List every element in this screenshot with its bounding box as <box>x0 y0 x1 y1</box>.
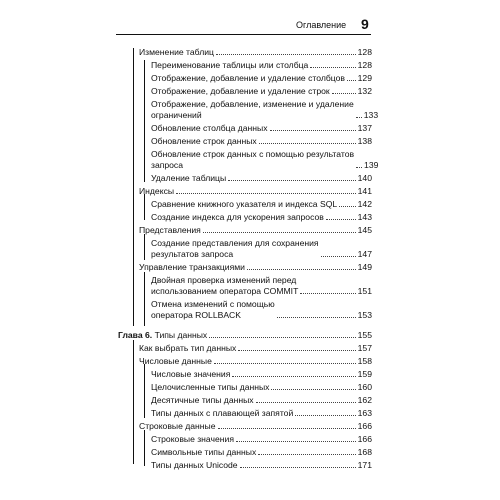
entry-title-line2: запроса <box>151 160 184 170</box>
entry-title: Числовые данные <box>139 356 212 366</box>
entry-page: 147 <box>357 249 372 259</box>
leader-dots <box>256 402 356 403</box>
entry-page: 163 <box>357 408 372 418</box>
entry-title: Отображение, добавление и удаление строк <box>151 86 330 96</box>
level2-guide-e <box>144 364 145 418</box>
entry-page: 166 <box>357 434 372 444</box>
entry-title: Строковые значения <box>151 434 234 444</box>
entry-title: Обновление столбца данных <box>151 123 268 133</box>
toc-entry[interactable] <box>139 421 372 432</box>
toc-entry[interactable] <box>151 212 372 223</box>
entry-title: Управление транзакциями <box>139 262 245 272</box>
header-title: Оглавление <box>296 20 347 30</box>
entry-title-line1: Двойная проверка изменений перед <box>151 275 297 285</box>
entry-title: Символьные типы данных <box>151 447 257 457</box>
entry-title: Типы данных Unicode <box>151 460 238 470</box>
entry-page: 160 <box>357 382 372 392</box>
leader-dots <box>326 219 356 220</box>
leader-dots <box>209 337 355 338</box>
entry-title-line2: использованием оператора COMMIT <box>151 286 299 296</box>
toc-entry[interactable] <box>139 47 372 58</box>
leader-dots <box>356 117 362 118</box>
toc-entry[interactable] <box>151 149 379 171</box>
leader-dots <box>259 143 356 144</box>
entry-page: 142 <box>357 199 372 209</box>
entry-page: 151 <box>357 286 372 296</box>
entry-title-line1: Отображение, добавление, изменение и удаление <box>151 99 354 109</box>
entry-title: Десятичные типы данных <box>151 395 254 405</box>
leader-dots <box>240 467 356 468</box>
leader-dots <box>228 180 355 181</box>
leader-dots <box>232 376 355 377</box>
entry-title-line1: Создание представления для сохранения <box>151 238 319 248</box>
entry-title: Строковые данные <box>139 421 216 431</box>
toc-entry[interactable] <box>139 343 372 354</box>
toc-entry[interactable] <box>151 275 372 297</box>
toc-entry[interactable] <box>151 199 372 210</box>
toc-chapter-entry[interactable] <box>118 330 372 341</box>
leader-dots <box>238 350 355 351</box>
leader-dots <box>295 415 355 416</box>
level2-guide-d <box>144 272 145 326</box>
entry-title: Типы данных с плавающей запятой <box>151 408 294 418</box>
entry-page: 128 <box>357 47 372 57</box>
leader-dots <box>176 193 356 194</box>
level2-guide-f <box>144 430 145 466</box>
entry-page: 133 <box>363 110 379 120</box>
leader-dots <box>247 269 356 270</box>
entry-title: Переименование таблицы или столбца <box>151 60 309 70</box>
toc-entry[interactable] <box>151 395 372 406</box>
entry-title: Изменение таблиц <box>139 47 214 57</box>
leader-dots <box>258 454 355 455</box>
entry-title-line2: оператора ROLLBACK <box>151 310 241 320</box>
toc-entry[interactable] <box>151 60 372 71</box>
header-page-number: 9 <box>361 16 369 32</box>
entry-title: Сравнение книжного указателя и индекса SQL <box>151 199 338 209</box>
entry-page: 143 <box>357 212 372 222</box>
toc-entry[interactable] <box>151 73 372 84</box>
leader-dots <box>356 167 362 168</box>
toc-entry[interactable] <box>151 434 372 445</box>
entry-page: 153 <box>357 310 372 320</box>
leader-dots <box>347 80 356 81</box>
leader-dots <box>216 54 356 55</box>
entry-title: Создание индекса для ускорения запросов <box>151 212 324 222</box>
toc-entry[interactable] <box>151 86 372 97</box>
entry-page: 138 <box>357 136 372 146</box>
toc-entry[interactable] <box>151 382 372 393</box>
entry-title-line1: Обновление строк данных с помощью результатов <box>151 149 355 159</box>
leader-dots <box>321 256 356 257</box>
toc-entry[interactable] <box>151 99 379 121</box>
toc-entry[interactable] <box>151 123 372 134</box>
level2-guide-b <box>144 194 145 220</box>
entry-title: Числовые значения <box>151 369 231 379</box>
entry-page: 149 <box>357 262 372 272</box>
entry-title: Целочисленные типы данных <box>151 382 270 392</box>
entry-page: 141 <box>357 186 372 196</box>
leader-dots <box>203 232 356 233</box>
entry-page: 162 <box>357 395 372 405</box>
chapter-name: Типы данных <box>154 330 208 340</box>
entry-page: 171 <box>357 460 372 470</box>
chapter-title <box>118 330 207 341</box>
leader-dots <box>277 317 356 318</box>
leader-dots <box>332 93 356 94</box>
toc-entry[interactable] <box>151 136 372 147</box>
chapter-label: Глава 6. <box>118 330 153 340</box>
entry-title: Отображение, добавление и удаление столбцов <box>151 73 345 83</box>
entry-page: 129 <box>357 73 372 83</box>
level1-guide-a <box>133 48 134 326</box>
entry-title: Как выбрать тип данных <box>139 343 237 353</box>
entry-title: Обновление строк данных <box>151 136 257 146</box>
entry-page: 157 <box>357 343 372 353</box>
entry-title-line1: Отмена изменений с помощью <box>151 299 275 309</box>
entry-page: 158 <box>357 356 372 366</box>
toc-entry[interactable] <box>151 173 372 184</box>
toc-entry[interactable] <box>139 225 372 236</box>
toc-entry[interactable] <box>151 238 372 260</box>
entry-page: 145 <box>357 225 372 235</box>
leader-dots <box>339 206 356 207</box>
entry-page: 132 <box>357 86 372 96</box>
entry-page: 168 <box>357 447 372 457</box>
toc-entry[interactable] <box>151 369 372 380</box>
level1-guide-b <box>133 340 134 464</box>
leader-dots <box>300 293 355 294</box>
leader-dots <box>310 67 355 68</box>
leader-dots <box>271 389 355 390</box>
entry-title: Представления <box>139 225 201 235</box>
toc-entry[interactable] <box>151 460 372 471</box>
entry-page: 139 <box>364 160 379 170</box>
entry-title-line2: результатов запроса <box>151 249 234 259</box>
entry-title: Удаление таблицы <box>151 173 227 183</box>
leader-dots <box>236 441 356 442</box>
entry-page: 155 <box>357 330 372 340</box>
entry-page: 159 <box>357 369 372 379</box>
toc-entry[interactable] <box>139 262 372 273</box>
toc-entry[interactable] <box>151 408 372 419</box>
entry-title: Индексы <box>139 186 175 196</box>
leader-dots <box>270 130 356 131</box>
entry-page: 166 <box>357 421 372 431</box>
toc-entry[interactable] <box>151 299 372 321</box>
toc-entry[interactable] <box>151 447 372 458</box>
entry-title-line2: ограничений <box>151 110 202 120</box>
level2-guide-c <box>144 234 145 260</box>
leader-dots <box>214 363 356 364</box>
toc-entry[interactable] <box>139 186 372 197</box>
leader-dots <box>218 428 356 429</box>
entry-page: 137 <box>357 123 372 133</box>
entry-page: 140 <box>357 173 372 183</box>
toc-entry[interactable] <box>139 356 372 367</box>
entry-page: 128 <box>357 60 372 70</box>
level2-guide-a <box>144 60 145 182</box>
